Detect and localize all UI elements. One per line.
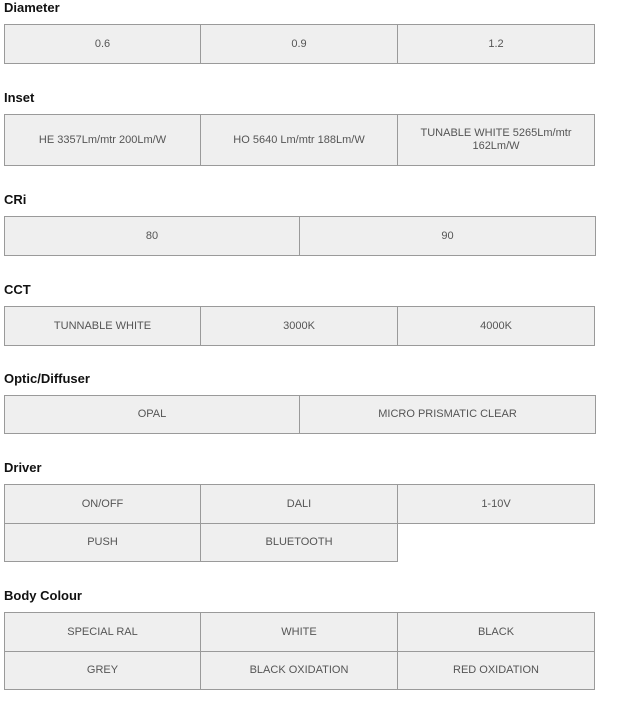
diameter-title: Diameter: [4, 0, 60, 15]
body-colour-option-special-ral[interactable]: SPECIAL RAL: [4, 612, 201, 652]
body-colour-title: Body Colour: [4, 588, 82, 603]
optic-option-micro-prismatic-clear[interactable]: MICRO PRISMATIC CLEAR: [299, 395, 596, 434]
inset-option-he[interactable]: HE 3357Lm/mtr 200Lm/W: [4, 114, 201, 166]
driver-option-bluetooth[interactable]: BLUETOOTH: [200, 523, 398, 562]
cct-option-4000k[interactable]: 4000K: [397, 306, 595, 346]
optic-title: Optic/Diffuser: [4, 371, 90, 386]
driver-option-dali[interactable]: DALI: [200, 484, 398, 524]
inset-option-tunable-white[interactable]: TUNABLE WHITE 5265Lm/mtr 162Lm/W: [397, 114, 595, 166]
driver-option-on-off[interactable]: ON/OFF: [4, 484, 201, 524]
inset-title: Inset: [4, 90, 35, 105]
cri-option-90[interactable]: 90: [299, 216, 596, 256]
body-colour-option-white[interactable]: WHITE: [200, 612, 398, 652]
cct-option-tunnable-white[interactable]: TUNNABLE WHITE: [4, 306, 201, 346]
cri-title: CRi: [4, 192, 27, 207]
cri-option-80[interactable]: 80: [4, 216, 300, 256]
diameter-option-0.9[interactable]: 0.9: [200, 24, 398, 64]
body-colour-option-grey[interactable]: GREY: [4, 651, 201, 690]
inset-option-ho[interactable]: HO 5640 Lm/mtr 188Lm/W: [200, 114, 398, 166]
body-colour-option-black[interactable]: BLACK: [397, 612, 595, 652]
body-colour-option-black-oxidation[interactable]: BLACK OXIDATION: [200, 651, 398, 690]
body-colour-option-red-oxidation[interactable]: RED OXIDATION: [397, 651, 595, 690]
cct-title: CCT: [4, 282, 31, 297]
driver-option-push[interactable]: PUSH: [4, 523, 201, 562]
cct-option-3000k[interactable]: 3000K: [200, 306, 398, 346]
driver-option-1-10v[interactable]: 1-10V: [397, 484, 595, 524]
diameter-option-1.2[interactable]: 1.2: [397, 24, 595, 64]
diameter-option-0.6[interactable]: 0.6: [4, 24, 201, 64]
optic-option-opal[interactable]: OPAL: [4, 395, 300, 434]
driver-title: Driver: [4, 460, 42, 475]
